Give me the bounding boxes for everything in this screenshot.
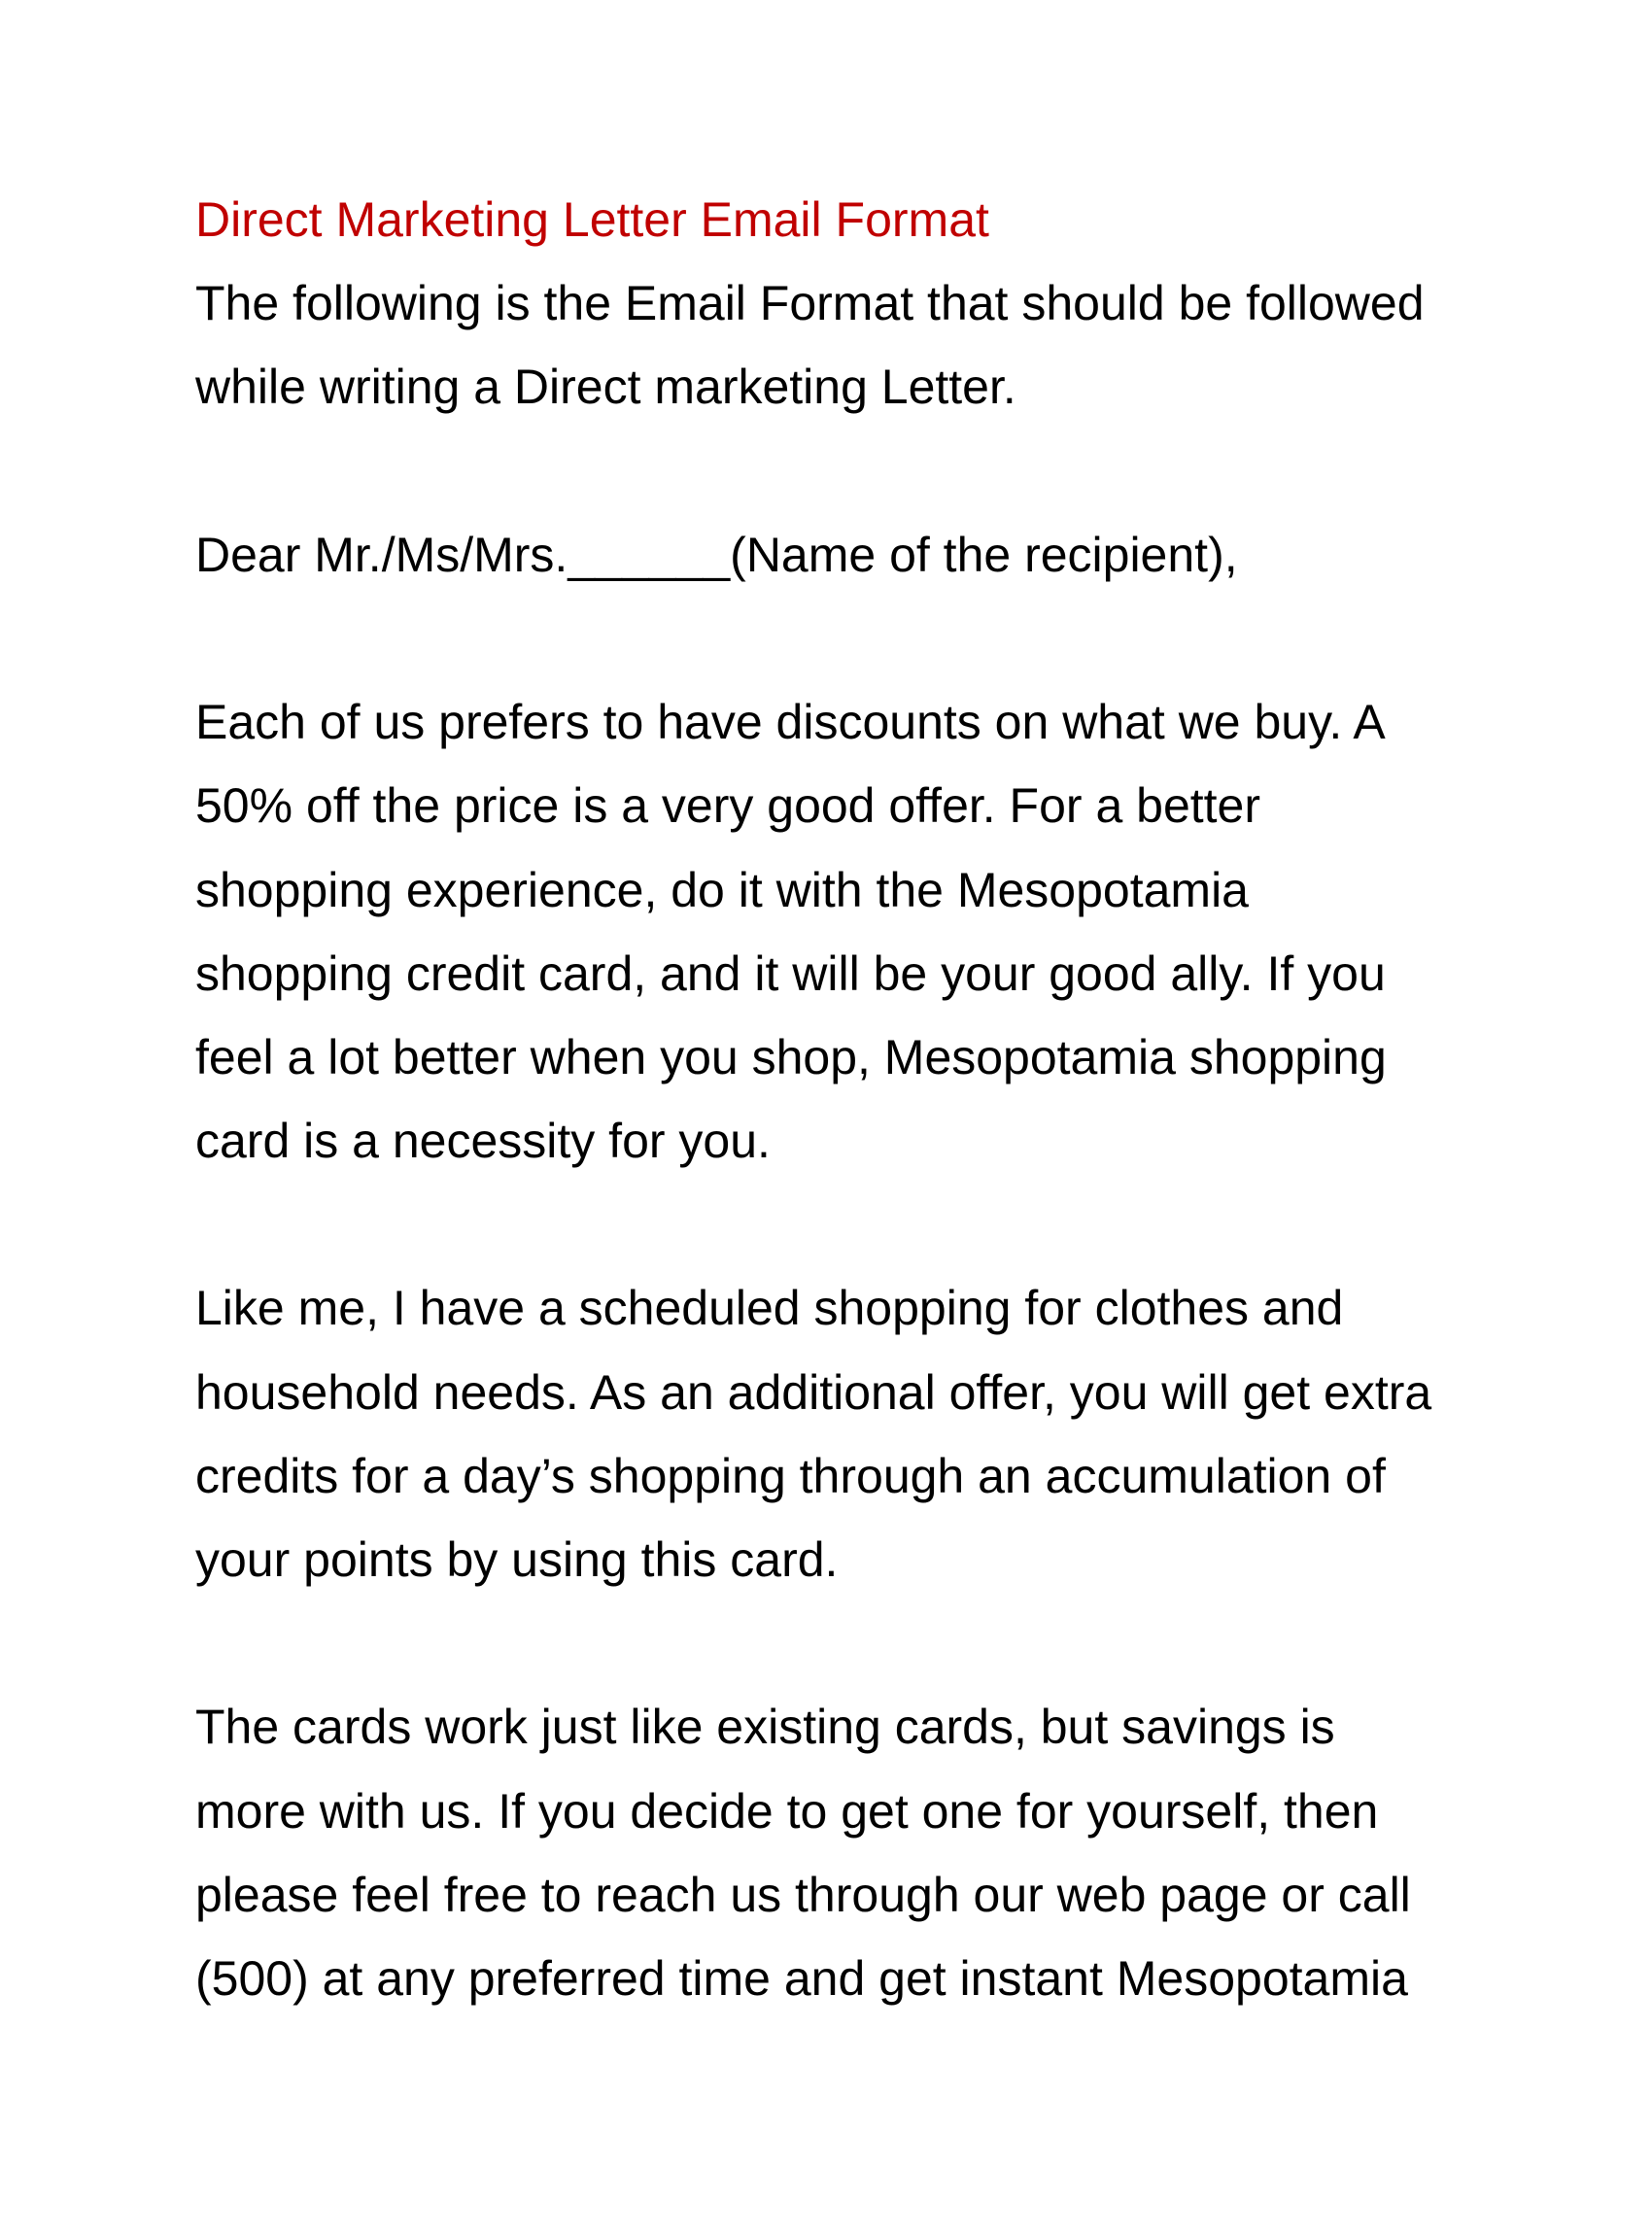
paragraph-line: card is a necessity for you. [195,1114,771,1169]
paragraph-line: Like me, I have a scheduled shopping for clothes and [195,1281,1344,1336]
paragraph-line: shopping credit card, and it will be your good ally. If you [195,946,1386,1001]
paragraph-line: feel a lot better when you shop, Mesopotamia shopping [195,1029,1387,1084]
intro-paragraph [195,261,1497,429]
paragraph-line: please feel free to reach us through our web page or call [195,1867,1411,1922]
body-paragraph-1 [195,680,1497,1183]
paragraph-line: more with us. If you decide to get one for yourself, then [195,1783,1379,1839]
paragraph-line: 50% off the price is a very good offer. For a better [195,778,1260,834]
document-title: Direct Marketing Letter Email Format [195,192,989,247]
intro-line: The following is the Email Format that should be followed [195,276,1425,331]
paragraph-line: shopping experience, do it with the Mesopotamia [195,862,1249,917]
paragraph-line: credits for a day’s shopping through an accumulation of [195,1448,1386,1503]
paragraph-line: Each of us prefers to have discounts on what we buy. A [195,695,1386,750]
body-paragraph-2 [195,1266,1497,1601]
body-paragraph-3 [195,1685,1497,2020]
paragraph-line: your points by using this card. [195,1532,839,1588]
salutation-line: Dear Mr./Ms/Mrs.______(Name of the recipient), [195,527,1238,582]
paragraph-line: household needs. As an additional offer, you will get extra [195,1364,1432,1420]
paragraph-line: (500) at any preferred time and get instant Mesopotamia [195,1950,1408,2006]
document-page [195,178,1497,2020]
paragraph-line: The cards work just like existing cards, but savings is [195,1700,1335,1755]
salutation [195,513,1497,597]
intro-line: while writing a Direct marketing Letter. [195,360,1016,415]
